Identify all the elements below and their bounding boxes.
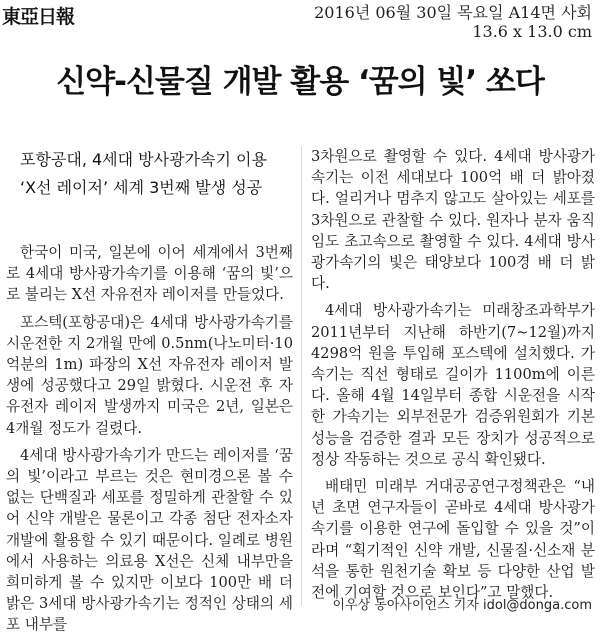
body-paragraph: 한국이 미국, 일본에 이어 세계에서 3번째로 4세대 방사광가속기를 이용해 ‘꿈의 빛’으로 불리는 X선 자유전자 레이저를 만들었다.	[6, 244, 293, 304]
subtitle-line: 포항공대, 4세대 방사광가속기 이용	[20, 150, 267, 169]
column-divider	[301, 146, 302, 606]
right-column	[311, 146, 595, 603]
publication-meta	[314, 3, 592, 41]
date-line: 2016년 06월 30일 목요일 A14면 사회	[314, 3, 592, 22]
page-header	[0, 0, 600, 48]
newspaper-logo: 東亞日報	[2, 6, 75, 28]
size-line: 13.6 x 13.0 cm	[472, 22, 592, 41]
body-paragraph: 배태민 미래부 거대공공연구정책관은 “내년 초면 연구자들이 곧바로 4세대 방사광가속기를 이용한 연구에 돌입할 수 있을 것”이라며 “획기적인 신약 개발, 신물질·신소재 분석을 통한 원천기술 확보 등 다양한 산업 발전에 기여할 것으로 보인다”고 말했다.	[311, 478, 595, 602]
left-column	[6, 146, 293, 636]
body-paragraph: 4세대 방사광가속기는 미래창조과학부가 2011년부터 지난해 하반기(7∼12월)까지 4298억 원을 투입해 포스텍에 설치했다. 가속기는 직선 형태로 길이가 1100m에 이른다. 올해 4월 14일부터 종합 시운전을 시작한 가속기는 외부전문가 검증위원회가 기본 성능을 검증한 결과 모든 장치가 성공적으로 정상 작동하는 것으로 공식 확인됐다.	[311, 302, 595, 468]
body-paragraph: 포스텍(포항공대)은 4세대 방사광가속기를 시운전한 지 2개월 만에 0.5nm(나노미터·10억분의 1m) 파장의 X선 자유전자 레이저 발생에 성공했다고 29일 밝혔다. 시운전 후 자유전자 레이저 발생까지 미국은 2년, 일본은 4개월 정도가 걸렸다.	[6, 313, 293, 437]
body-paragraph: 4세대 방사광가속기가 만드는 레이저를 ‘꿈의 빛’이라고 부르는 것은 현미경으론 볼 수 없는 단백질과 세포를 정밀하게 관찰할 수 있어 신약 개발은 물론이고 각종 첨단 전자소자 개발에 활용할 수 있기 때문이다. 일례로 병원에서 사용하는 의료용 X선은 신체 내부만을 희미하게 볼 수 있지만 이보다 100만 배 더 밝은 3세대 방사광가속기는 정적인 상태의 세포 내부를	[6, 446, 293, 634]
body-paragraph: 3차원으로 촬영할 수 있다. 4세대 방사광가속기는 이전 세대보다 100억 배 더 밝아졌다. 얼리거나 멈추지 않고도 살아있는 세포를 3차원으로 관찰할 수 있다. 원자나 분자 움직임도 초고속으로 촬영할 수 있다. 4세대 방사광가속기의 빛은 태양보다 100경 배 더 밝다.	[311, 148, 595, 293]
byline: 이우상 동아사이언스 기자 idol@donga.com	[332, 598, 592, 613]
subtitle-line: ‘X선 레이저’ 세계 3번째 발생 성공	[20, 178, 263, 197]
subtitle-block	[6, 146, 293, 202]
headline: 신약-신물질 개발 활용 ‘꿈의 빛’ 쏘다	[56, 64, 544, 100]
